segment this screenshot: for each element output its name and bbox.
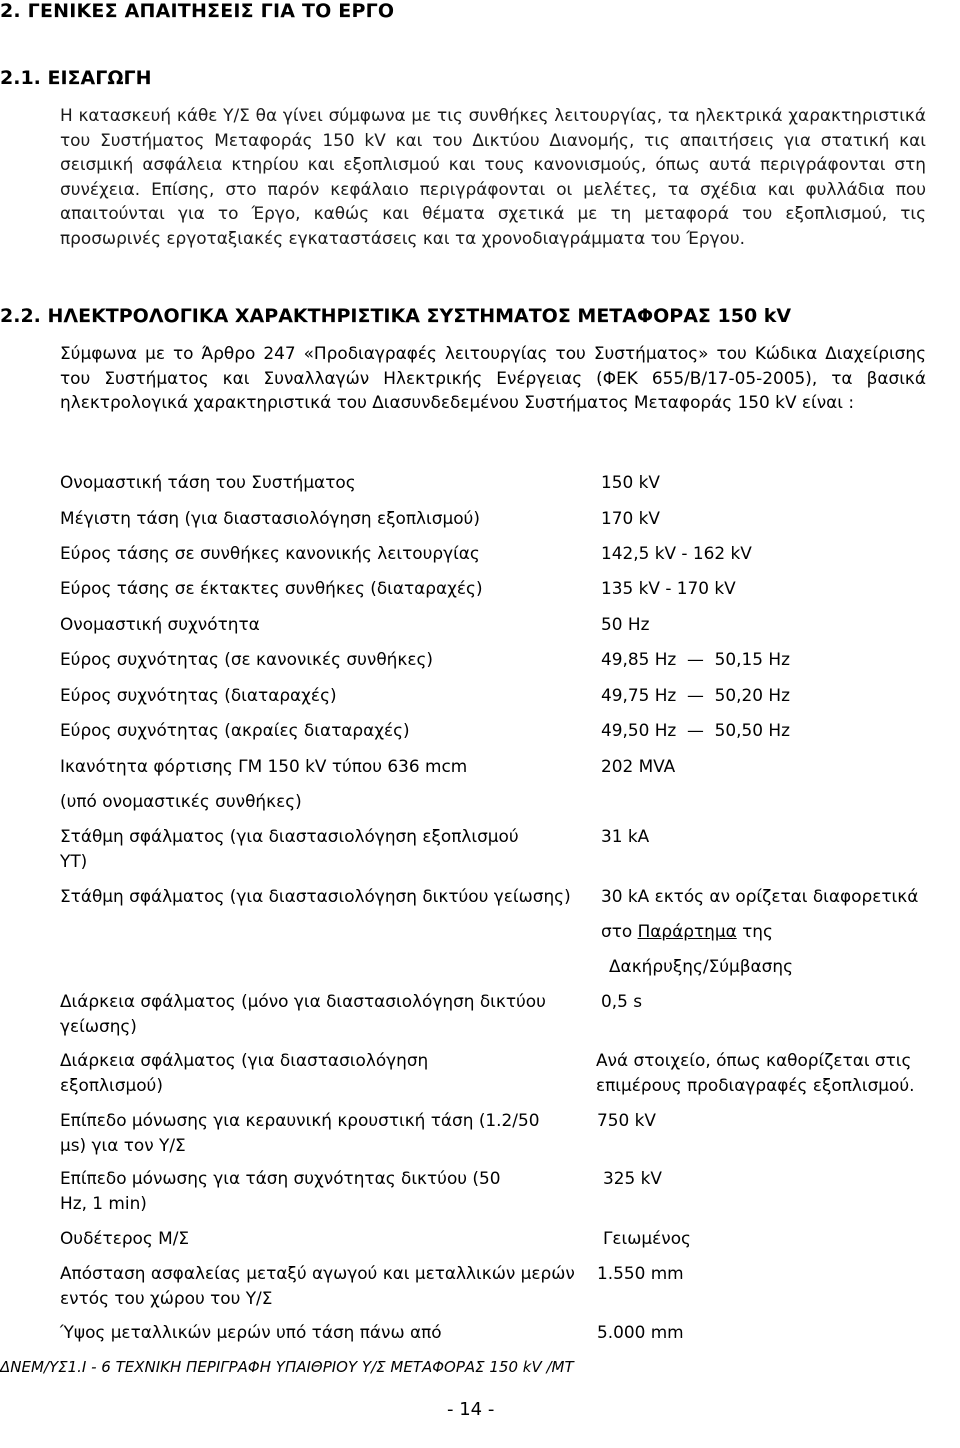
spec-label: Ύψος μεταλλικών μερών υπό τάση πάνω από <box>60 1322 442 1342</box>
spec-label: Διάρκεια σφάλματος (για διαστασιολόγηση εξοπλισμού) <box>60 1050 429 1095</box>
spec-value: 150 kV <box>601 472 660 492</box>
spec-value: 325 kV <box>603 1168 662 1188</box>
spec-value: 49,85 Hz — 50,15 Hz <box>601 649 790 669</box>
intro-paragraph: Η κατασκευή κάθε Υ/Σ θα γίνει σύμφωνα με τις συνθήκες λειτουργίας, τα ηλεκτρικά χαρακτηριστικά του Συστήματος Μεταφοράς 150 kV και του Δικτύου Διανομής, τις απαιτήσεις για στατική και σεισμική ασφάλεια κτηρίου και εξοπλισμού και τους κανονισμούς, όπως αυτά περιγράφονται στη συνέχεια. Επίσης, στο παρόν κεφάλαιο περιγράφονται οι μελέτες, τα σχέδια και φυλλάδια που απαιτούνται για το Έργο, καθώς και θέματα σχετικά με τη μεταφορά του εξοπλισμού, τις προσωρινές εργοταξιακές εγκαταστάσεις και τα χρονοδιαγράμματα του Έργου. <box>60 105 926 248</box>
annex-reference <box>601 919 773 944</box>
spec-label: Εύρος τάσης σε συνθήκες κανονικής λειτουργίας <box>60 543 480 563</box>
spec-value: 49,50 Hz — 50,50 Hz <box>601 720 790 740</box>
annex-prefix: στο <box>601 921 638 941</box>
spec-label: Ονομαστική τάση του Συστήματος <box>60 472 356 492</box>
electrical-paragraph: Σύμφωνα με το Άρθρο 247 «Προδιαγραφές λειτουργίας του Συστήματος» του Κώδικα Διαχείρισης του Συστήματος και Συναλλαγών Ηλεκτρικής Ενέργειας (ΦΕΚ 655/Β/17-05-2005), τα βασικά ηλεκτρολογικά χαρακτηριστικά του Διασυνδεδεμένου Συστήματος Μεταφοράς 150 kV είναι : <box>60 343 926 412</box>
spec-value: 142,5 kV - 162 kV <box>601 543 752 563</box>
spec-value: 0,5 s <box>601 991 643 1011</box>
spec-value: 750 kV <box>597 1110 656 1130</box>
spec-value: 50 Hz <box>601 614 650 634</box>
annex-link[interactable]: Παράρτημα <box>637 921 737 941</box>
spec-label: Εύρος συχνότητας (διαταραχές) <box>60 685 337 705</box>
spec-value: 30 kA εκτός αν ορίζεται διαφορετικά <box>601 886 919 906</box>
spec-value: 170 kV <box>601 508 660 528</box>
spec-label: Ουδέτερος Μ/Σ <box>60 1228 190 1248</box>
spec-label: Εύρος συχνότητας (σε κανονικές συνθήκες) <box>60 649 433 669</box>
spec-value: Γειωμένος <box>603 1228 691 1248</box>
spec-label: (υπό ονομαστικές συνθήκες) <box>60 791 302 811</box>
spec-label: Εύρος τάσης σε έκτακτες συνθήκες (διαταραχές) <box>60 578 483 598</box>
spec-label: Ονομαστική συχνότητα <box>60 614 260 634</box>
page-number: - 14 - <box>447 1399 495 1420</box>
spec-value: 135 kV - 170 kV <box>601 578 736 598</box>
spec-label: Επίπεδο μόνωσης για τάση συχνότητας δικτύου (50 Hz, 1 min) <box>60 1168 501 1213</box>
spec-label: Μέγιστη τάση (για διαστασιολόγηση εξοπλισμού) <box>60 508 480 528</box>
spec-label: Εύρος συχνότητας (ακραίες διαταραχές) <box>60 720 410 740</box>
spec-value: 202 MVA <box>601 756 676 776</box>
spec-value: 5.000 mm <box>597 1322 684 1342</box>
spec-label: Διάρκεια σφάλματος (μόνο για διαστασιολόγηση δικτύου γείωσης) <box>60 991 546 1036</box>
spec-value: 31 kA <box>601 826 650 846</box>
spec-label: Απόσταση ασφαλείας μεταξύ αγωγού και μεταλλικών μερών εντός του χώρου του Υ/Σ <box>60 1263 575 1308</box>
spec-label: Επίπεδο μόνωσης για κεραυνική κρουστική τάση (1.2/50 μs) για τον Υ/Σ <box>60 1110 540 1155</box>
spec-label: Στάθμη σφάλματος (για διαστασιολόγηση δικτύου γείωσης) <box>60 886 571 906</box>
spec-value: Δακήρυξης/Σύμβασης <box>609 956 793 976</box>
spec-value: Ανά στοιχείο, όπως καθορίζεται στις <box>596 1050 912 1070</box>
electrical-heading: 2.2. ΗΛΕΚΤΡΟΛΟΓΙΚΑ ΧΑΡΑΚΤΗΡΙΣΤΙΚΑ ΣΥΣΤΗΜΑΤΟΣ ΜΕΤΑΦΟΡΑΣ 150 kV <box>0 305 792 327</box>
spec-value: επιμέρους προδιαγραφές εξοπλισμού. <box>596 1075 915 1095</box>
spec-label: Στάθμη σφάλματος (για διαστασιολόγηση εξοπλισμού ΥΤ) <box>60 826 519 871</box>
spec-value: 1.550 mm <box>597 1263 684 1283</box>
document-footer: ΔΝΕΜ/ΥΣ1.Ι - 6 ΤΕΧΝΙΚΗ ΠΕΡΙΓΡΑΦΗ ΥΠΑΙΘΡΙΟΥ Υ/Σ ΜΕΤΑΦΟΡΑΣ 150 kV /ΜΤ <box>0 1358 574 1376</box>
section-heading: 2. ΓΕΝΙΚΕΣ ΑΠΑΙΤΗΣΕΙΣ ΓΙΑ ΤΟ ΕΡΓΟ <box>0 0 395 22</box>
spec-value: 49,75 Hz — 50,20 Hz <box>601 685 790 705</box>
annex-suffix: της <box>736 921 773 941</box>
intro-heading: 2.1. ΕΙΣΑΓΩΓΗ <box>0 67 152 89</box>
spec-label: Ικανότητα φόρτισης ΓΜ 150 kV τύπου 636 mcm <box>60 756 468 776</box>
